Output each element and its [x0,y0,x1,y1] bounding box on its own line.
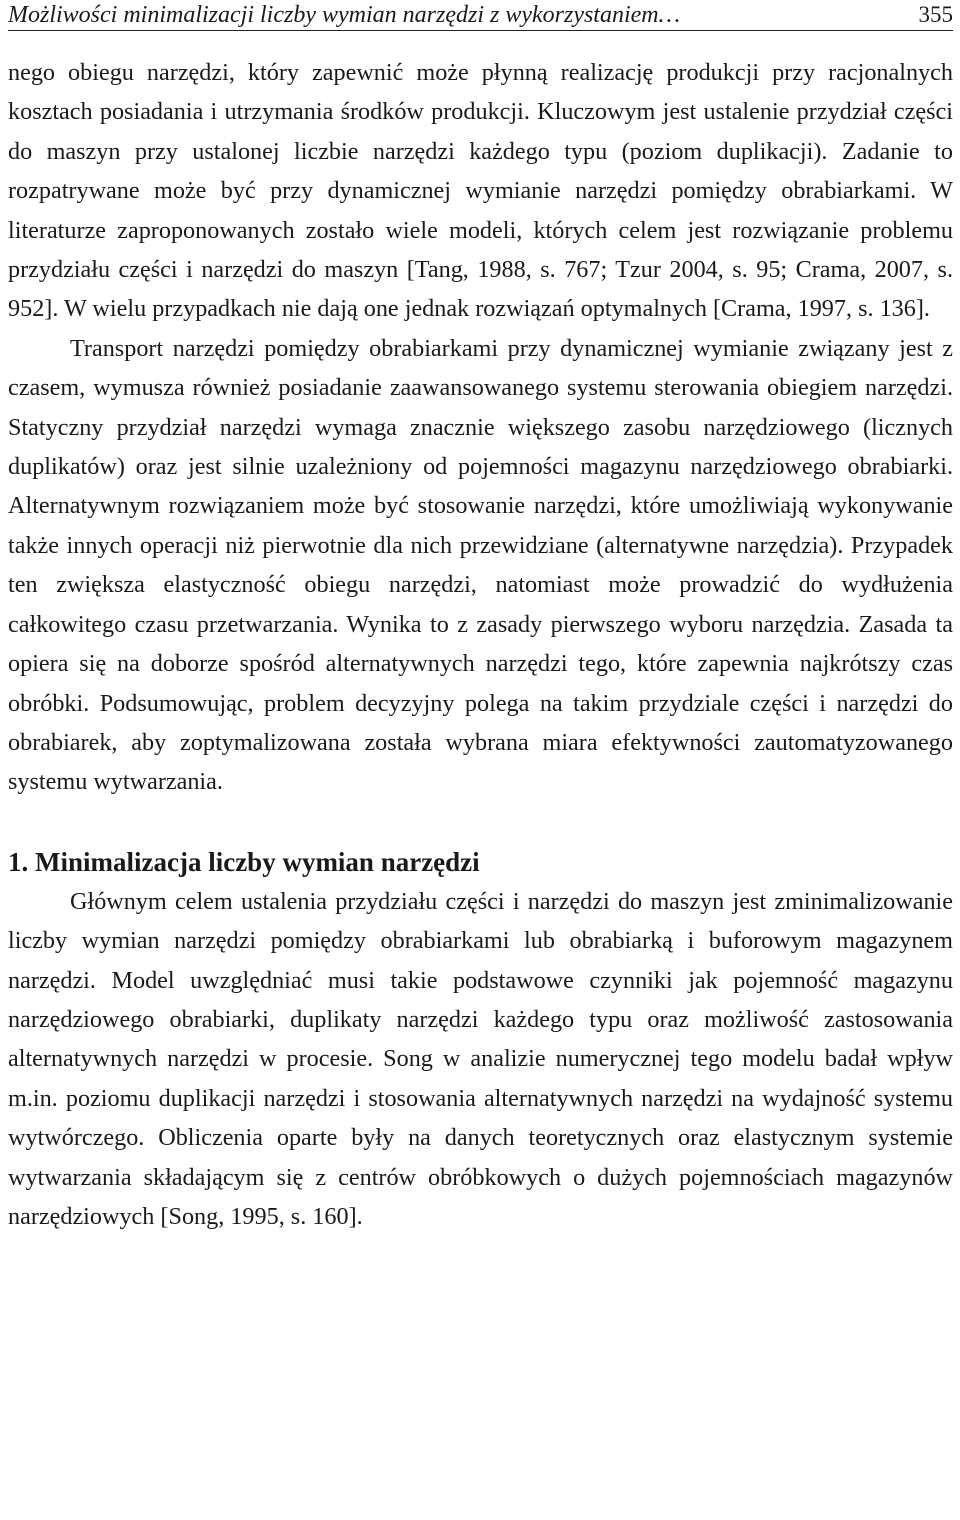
body-paragraph-1: nego obiegu narzędzi, który zapewnić może płynną realizację produkcji przy racjonalnych kosztach posiadania i utrzymania środków produkcji. Kluczowym jest ustalenie przydział części do maszyn przy ustalonej liczbie narzędzi każdego typu (poziom duplikacji). Zadanie to rozpatrywane może być przy dynamicznej wymianie narzędzi pomiędzy obrabiarkami. W literaturze zaproponowanych zostało wiele modeli, których celem jest rozwiązanie problemu przydziału części i narzędzi do maszyn [Tang, 1988, s. 767; Tzur 2004, s. 95; Crama, 2007, s. 952]. W wielu przypadkach nie dają one jednak rozwiązań optymalnych [Crama, 1997, s. 136]. [8,59,953,323]
running-header [8,0,953,31]
section-paragraph: Głównym celem ustalenia przydziału części i narzędzi do maszyn jest zminimalizowanie liczby wymian narzędzi pomiędzy obrabiarkami lub obrabiarką i buforowym magazynem narzędzi. Model uwzględniać musi takie podstawowe czynniki jak pojemność magazynu narzędziowego obrabiarki, duplikaty narzędzi każdego typu oraz możliwość zastosowania alternatywnych narzędzi w procesie. Song w analizie numerycznej tego modelu badał wpływ m.in. poziomu duplikacji narzędzi i stosowania alternatywnych narzędzi na wydajność systemu wytwórczego. Obliczenia oparte były na danych teoretycznych oraz elastycznym systemie wytwarzania składającym się z centrów obróbkowych o dużych pojemnościach magazynów narzędziowych [Song, 1995, s. 160]. [8,887,953,1230]
running-title: Możliwości minimalizacji liczby wymian narzędzi z wykorzystaniem… [8,2,680,28]
document-page [8,0,953,1236]
section-heading: 1. Minimalizacja liczby wymian narzędzi [8,846,480,877]
body-paragraph-2: Transport narzędzi pomiędzy obrabiarkami przy dynamicznej wymianie związany jest z czasem, wymusza również posiadanie zaawansowanego systemu sterowania obiegiem narzędzi. Statyczny przydział narzędzi wymaga znacznie większego zasobu narzędziowego (licznych duplikatów) oraz jest silnie uzależniony od pojemności magazynu narzędziowego obrabiarki. Alternatywnym rozwiązaniem może być stosowanie narzędzi, które umożliwiają wykonywanie także innych operacji niż pierwotnie dla nich przewidziane (alternatywne narzędzia). Przypadek ten zwiększa elastyczność obiegu narzędzi, natomiast może prowadzić do wydłużenia całkowitego czasu przetwarzania. Wynika to z zasady pierwszego wyboru narzędzia. Zasada ta opiera się na doborze spośród alternatywnych narzędzi tego, które zapewnia najkrótszy czas obróbki. Podsumowując, problem decyzyjny polega na takim przydziale części i narzędzi do obrabiarek, aby zoptymalizowana została wybrana miara efektywności zautomatyzowanego systemu wytwarzania. [8,334,953,796]
page-number: 355 [918,2,953,27]
